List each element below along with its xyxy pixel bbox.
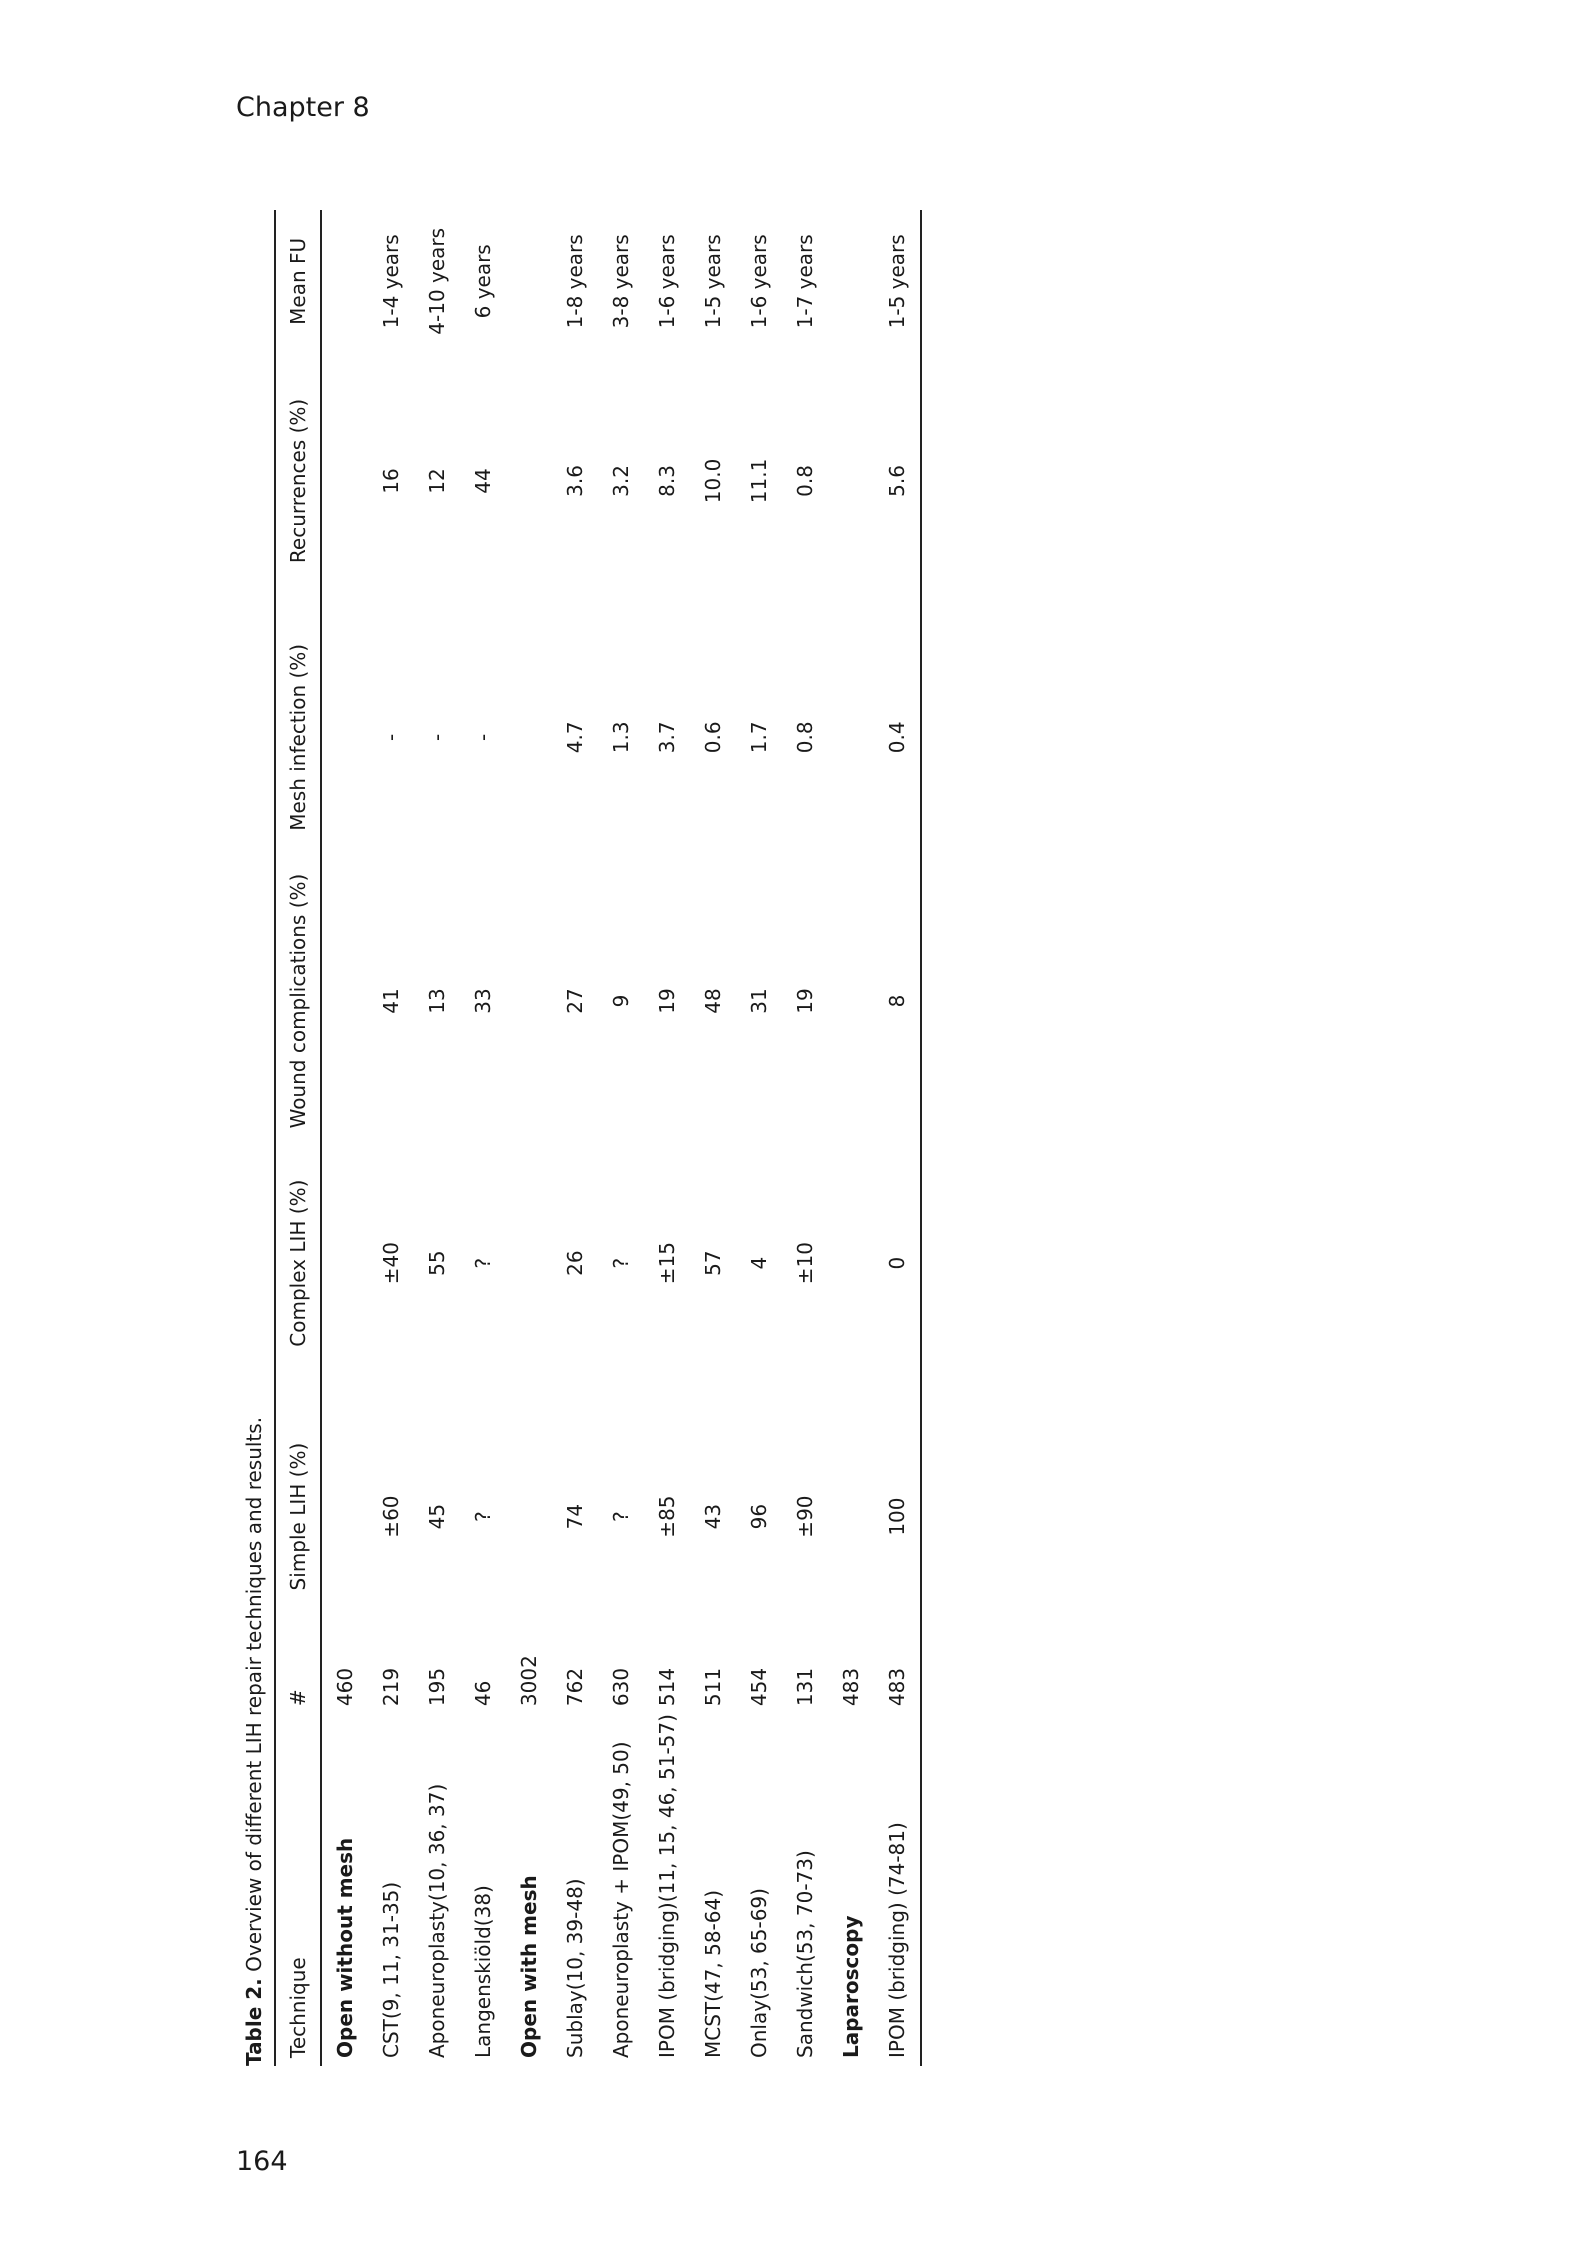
table-header-row: [275, 210, 321, 2066]
table-row: [874, 210, 921, 2066]
table-cell: [321, 1137, 368, 1390]
table-cell: 460: [333, 1667, 357, 1707]
table-cell: ?: [471, 1511, 495, 1522]
table-cell: 0.8: [793, 465, 817, 497]
table-cell: 46: [471, 1680, 495, 1707]
table-cell: 1.3: [609, 721, 633, 754]
table-cell: 6 years: [471, 244, 495, 319]
table-cell: Aponeuroplasty(10, 36, 37): [425, 1783, 449, 2058]
table-cell: 131: [793, 1667, 817, 1707]
chapter-header: Chapter 8: [236, 92, 370, 123]
table-cell: 0.6: [701, 721, 725, 754]
table-cell: 1-6 years: [655, 234, 679, 329]
table-cell: [828, 210, 874, 353]
table-cell: 57: [701, 1250, 725, 1276]
col-header-recurrences: Recurrences (%): [286, 398, 310, 564]
table-cell: 514: [655, 1667, 679, 1707]
table-cell: [828, 353, 874, 610]
table-cell: ±15: [655, 1242, 679, 1285]
table-cell: [321, 865, 368, 1136]
col-header-complex-lih: Complex LIH (%): [286, 1179, 310, 1347]
table-cell: 10.0: [701, 458, 725, 504]
table-cell: 1-7 years: [793, 234, 817, 329]
table-row: [598, 210, 644, 2066]
table-cell: 8: [885, 994, 909, 1008]
table-cell: [828, 1390, 874, 1644]
table-cell: ?: [609, 1257, 633, 1269]
table-row: [644, 210, 690, 2066]
table-row: [782, 210, 828, 2066]
table-row: [552, 210, 598, 2066]
table-cell: [506, 353, 552, 610]
table-cell: 55: [425, 1250, 449, 1276]
table-row: [736, 210, 782, 2066]
table-cell: 4: [747, 1256, 771, 1270]
table-cell: 19: [793, 988, 817, 1014]
col-header-mean-fu: Mean FU: [286, 237, 310, 325]
table-cell: -: [379, 733, 403, 741]
col-header-mesh-infection: Mesh infection (%): [286, 643, 310, 831]
table-cell: [506, 1390, 552, 1644]
table-row: [368, 210, 414, 2066]
table-group-row: [321, 210, 368, 2066]
table-cell: [506, 609, 552, 865]
table-cell: 3002: [517, 1655, 541, 1707]
table-cell: [506, 210, 552, 353]
rotated-table-block: [234, 210, 922, 2066]
table-row: [690, 210, 736, 2066]
table-cell: 3.2: [609, 465, 633, 497]
table-cell: 13: [425, 988, 449, 1014]
table-cell: 3.6: [563, 465, 587, 497]
table-cell: 9: [609, 994, 633, 1008]
table-caption: [234, 210, 274, 2066]
table-cell: Sandwich(53, 70-73): [793, 1850, 817, 2058]
col-header-wound-complications: Wound complications (%): [286, 873, 310, 1129]
table-cell: Laparoscopy: [839, 1915, 863, 2058]
table-cell: 31: [747, 988, 771, 1014]
table-cell: [828, 609, 874, 865]
table-cell: 1-6 years: [747, 234, 771, 329]
caption-text: Overview of different LIH repair techniques and results.: [242, 1416, 266, 1979]
table-cell: [828, 865, 874, 1136]
table-cell: 0.8: [793, 721, 817, 754]
table-cell: 1-5 years: [701, 234, 725, 329]
table-cell: Onlay(53, 65-69): [747, 1888, 771, 2058]
table-cell: 19: [655, 988, 679, 1014]
caption-label: Table 2.: [242, 1978, 266, 2066]
table-cell: 41: [379, 988, 403, 1014]
table-cell: 5.6: [885, 465, 909, 497]
col-header-simple-lih: Simple LIH (%): [286, 1442, 310, 1591]
table-cell: Langenskiöld(38): [471, 1885, 495, 2058]
table-cell: 4-10 years: [425, 227, 449, 335]
table-cell: 483: [839, 1667, 863, 1707]
table-cell: 4.7: [563, 721, 587, 754]
table-cell: 45: [425, 1503, 449, 1530]
col-header-technique: Technique: [286, 1957, 310, 2058]
table-cell: ?: [609, 1511, 633, 1522]
table-cell: Sublay(10, 39-48): [563, 1878, 587, 2058]
table-cell: [506, 865, 552, 1136]
table-cell: -: [471, 733, 495, 741]
table-cell: ±60: [379, 1495, 403, 1538]
table-cell: 762: [563, 1667, 587, 1707]
table-cell: 8.3: [655, 465, 679, 497]
table-group-row: [506, 210, 552, 2066]
table-cell: 12: [425, 468, 449, 494]
table-group-row: [828, 210, 874, 2066]
lih-repair-table: [274, 210, 922, 2066]
col-header-count: #: [286, 1689, 310, 1707]
table-cell: IPOM (bridging)(11, 15, 46, 51-57): [655, 1714, 679, 2058]
table-cell: ±40: [379, 1242, 403, 1285]
table-cell: 43: [701, 1503, 725, 1530]
table-body: [321, 210, 921, 2066]
table-cell: 219: [379, 1667, 403, 1707]
table-cell: 0: [885, 1256, 909, 1270]
table-cell: 33: [471, 988, 495, 1014]
table-row: [414, 210, 460, 2066]
table-cell: 0.4: [885, 721, 909, 754]
table-cell: 1-8 years: [563, 234, 587, 329]
table-cell: 44: [471, 468, 495, 494]
table-cell: -: [425, 733, 449, 741]
table-cell: ?: [471, 1257, 495, 1269]
table-cell: ±85: [655, 1495, 679, 1538]
table-cell: 1.7: [747, 721, 771, 754]
table-cell: Aponeuroplasty + IPOM(49, 50): [609, 1741, 633, 2058]
table-cell: IPOM (bridging) (74-81): [885, 1822, 909, 2058]
table-cell: [321, 353, 368, 610]
table-cell: [321, 1390, 368, 1644]
table-cell: MCST(47, 58-64): [701, 1889, 725, 2058]
table-cell: [506, 1137, 552, 1390]
table-cell: CST(9, 11, 31-35): [379, 1881, 403, 2058]
table-cell: 195: [425, 1667, 449, 1707]
table-cell: 74: [563, 1503, 587, 1530]
table-cell: 16: [379, 468, 403, 494]
table-cell: 483: [885, 1667, 909, 1707]
table-cell: 3-8 years: [609, 234, 633, 329]
table-row: [460, 210, 506, 2066]
table-cell: [828, 1137, 874, 1390]
table-cell: Open with mesh: [517, 1875, 541, 2058]
table-cell: [321, 609, 368, 865]
table-cell: 1-4 years: [379, 234, 403, 329]
table-cell: 3.7: [655, 721, 679, 754]
table-cell: 454: [747, 1667, 771, 1707]
table-cell: ±10: [793, 1242, 817, 1285]
table-cell: 1-5 years: [885, 234, 909, 329]
table-cell: Open without mesh: [333, 1837, 357, 2058]
table-cell: 48: [701, 988, 725, 1014]
table-cell: [321, 210, 368, 353]
page-number: 164: [236, 2146, 288, 2177]
table-cell: 26: [563, 1250, 587, 1276]
table-cell: 11.1: [747, 458, 771, 504]
table-cell: 630: [609, 1667, 633, 1707]
table-cell: 100: [885, 1497, 909, 1536]
table-cell: 511: [701, 1667, 725, 1707]
table-cell: 27: [563, 988, 587, 1014]
table-cell: ±90: [793, 1495, 817, 1538]
table-cell: 96: [747, 1503, 771, 1530]
